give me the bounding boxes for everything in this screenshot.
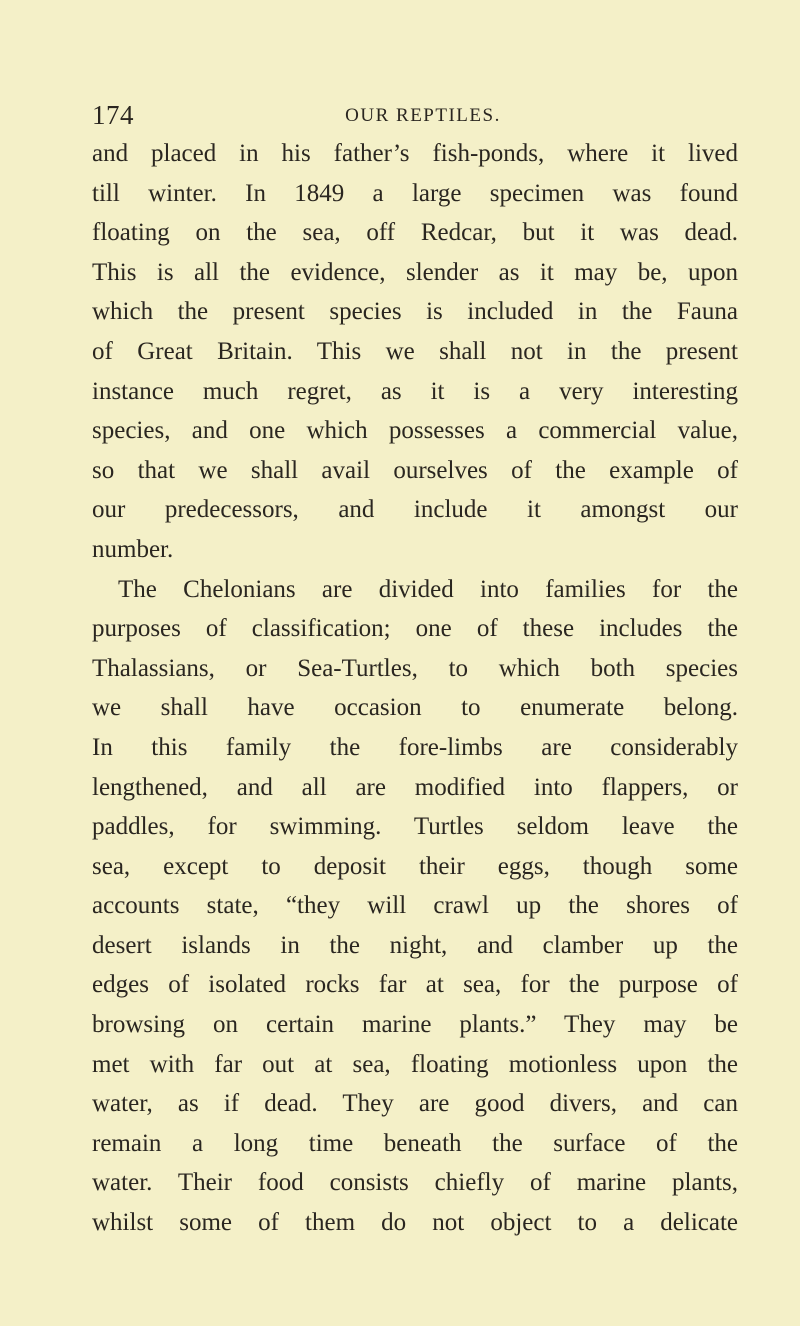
- running-title: OUR REPTILES.: [345, 105, 501, 126]
- page-number: 174: [92, 100, 134, 130]
- text-line: edges of isolated rocks far at sea, for the purpose of: [92, 971, 738, 999]
- text-line: In this family the fore-limbs are considerably: [92, 733, 738, 761]
- text-line: we shall have occasion to enumerate belong.: [92, 694, 738, 722]
- text-line: water, as if dead. They are good divers, and can: [92, 1090, 738, 1118]
- text-line: instance much regret, as it is a very interesting: [92, 377, 738, 405]
- text-line: desert islands in the night, and clamber up the: [92, 931, 738, 959]
- text-line: so that we shall avail ourselves of the example of: [92, 456, 738, 484]
- text-line: whilst some of them do not object to a delicate: [92, 1209, 738, 1237]
- body-text: [92, 134, 738, 1243]
- text-line: met with far out at sea, floating motionless upon the: [92, 1050, 738, 1078]
- text-line: our predecessors, and include it amongst our: [92, 496, 738, 524]
- text-line: accounts state, “they will crawl up the shores of: [92, 892, 738, 920]
- text-line: Thalassians, or Sea-Turtles, to which both species: [92, 654, 738, 682]
- text-line: The Chelonians are divided into families for the: [118, 575, 738, 603]
- text-line: paddles, for swimming. Turtles seldom leave the: [92, 813, 738, 841]
- text-line: floating on the sea, off Redcar, but it was dead.: [92, 219, 738, 247]
- text-line: number.: [92, 535, 174, 563]
- text-line: water. Their food consists chiefly of marine plants,: [92, 1169, 738, 1197]
- text-line: browsing on certain marine plants.” They may be: [92, 1011, 738, 1039]
- text-line: sea, except to deposit their eggs, though some: [92, 852, 738, 880]
- text-line: species, and one which possesses a commercial value,: [92, 417, 738, 445]
- text-line: purposes of classification; one of these includes the: [92, 615, 738, 643]
- text-line: lengthened, and all are modified into flappers, or: [92, 773, 738, 801]
- text-line: This is all the evidence, slender as it may be, upon: [92, 258, 738, 286]
- text-line: of Great Britain. This we shall not in the present: [92, 337, 738, 365]
- text-line: which the present species is included in the Fauna: [92, 298, 738, 326]
- text-line: remain a long time beneath the surface of the: [92, 1129, 738, 1157]
- page-header: [92, 100, 732, 136]
- text-line: and placed in his father’s fish-ponds, where it lived: [92, 140, 738, 167]
- text-line: till winter. In 1849 a large specimen was found: [92, 179, 738, 207]
